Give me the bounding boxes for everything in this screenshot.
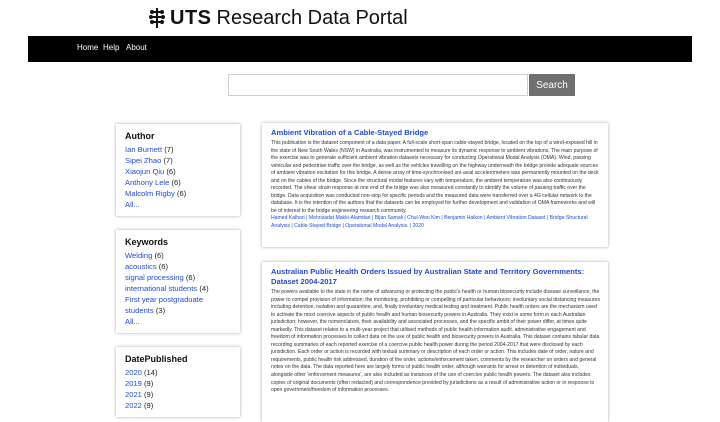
search-input[interactable] [228,74,528,96]
facet-item[interactable]: Xiaojun Qiu (6) [125,167,176,176]
facet-heading-author: Author [125,131,155,141]
facet-heading-date: DatePublished [125,354,188,364]
facet-author [116,124,240,216]
facet-item[interactable]: acoustics (6) [125,262,169,271]
result-description: The powers available to the state in the name of advancing or protecting the public's health or human biosecurity include disease surveillance; the power to compel provision of information; the monitoring, prohibiting or compelling of particular behaviours; involuntary social distancing measures including detention, isolation and quarantine; and, finally involuntary medical testing and treatment. Public health orders are the mechanism used to activate the most coercive aspects of public health and human biosecurity powers in Australia. They exist in some form in each Australian jurisdiction; however, the nomenclature, their availability and associated processes, and the specific ambit of their power differ, at times quite markedly. This dataset relates to a multi-year project that utilised methods of public health information audit, administrative engagement and freedom of information processes to collect data on the use of public health and biosecurity powers in Australia. This dataset contains tabular data recording summaries of each reported exercise of a coercive public health power during the period 2004-2017 that were disclosed by each jurisdiction. Each order or action is recorded with textual summary or description of each order or action. This includes date of order, nature and requirements, public health risk addressed, duration of the order, actions/enforcement taken, comments by the researcher on orders and general notes on the data. The data reported here are largely forms of public health order, although warrants for arrest or detention of individuals, alongside other 'enforcement measures', are also included as instances of the use of coercive public health powers. The dataset also includes copies of original documents (often redacted) and correspondence provided by jurisdictions as a result of administrative action or in response to open government/freedom of information processes. [271,289,600,394]
facet-item[interactable]: First year postgraduate students (3) [125,295,204,315]
facet-item[interactable]: 2021 (9) [125,390,154,399]
site-brand[interactable] [148,5,408,31]
result-description: This publication is the dataset component of a data paper. A full-scale short-span cable-stayed bridge, located on the top of a wind-exposed hill in the state of New South Wales (NSW) in Australia, was instrumented to measure its dynamic response to ambient vibrations. The main purpose of the exercise was to generate sufficient ambient vibration datasets necessary for conducting Operational Modal Analysis (OMA). Wind, passing vehicular and pedestrian traffic over the bridge, as well as the vehicles travelling on the highway underneath the bridge provide adequate sources of ambient vibration excitation for this bridge. A dense array of time-synchronised uni-axial accelerometers was permanently mounted on the deck and on the cables of the bridge. Since the structural modal features vary with temperature, the ambient temperature was also continuously recorded. The shear strain response at one end of the bridge was also measured constantly to identify the volume of passing traffic over the bridge. Data acquisition was conducted non-stop for specific periods and the measured data were transferred over a 4G cellular network to the database. It is the intention of the authors that the datasets can be employed for further development and validation of OMA frameworks and will be of interest to the bridge engineering research community. [271,140,599,214]
facet-item[interactable]: signal processing (6) [125,273,196,282]
nav-home[interactable]: Home [77,43,99,52]
facet-item[interactable]: Anthony Lele (6) [125,178,181,187]
result-title-link[interactable]: Ambient Vibration of a Cable-Stayed Bridge [271,128,429,137]
facet-item[interactable]: Malcolm Rigby (6) [125,189,187,198]
nav-help[interactable]: Help [103,43,120,52]
facet-all-link[interactable]: All... [125,317,140,326]
uts-crest-icon [148,8,166,28]
facet-date-published [116,347,240,417]
result-title-link[interactable]: Australian Public Health Orders Issued by Australian State and Territory Governments: Dataset 2004-2017 [271,267,585,286]
uts-logo-text: UTS [170,6,212,29]
facet-item[interactable]: Sipei Zhao (7) [125,156,173,165]
facet-heading-keywords: Keywords [125,237,169,247]
facet-item[interactable]: 2019 (9) [125,379,154,388]
portal-title: Research Data Portal [216,6,408,29]
facet-item[interactable]: 2022 (9) [125,401,154,410]
main-navbar [28,36,692,62]
result-metadata-links[interactable]: Hamed Kalhori | Mehrisadat Makki-Alamdari | Bijan Samali | Chul-Woo Kim | Benjamin Halkon | Ambient Vibration Dataset | Bridge Structural Analysis | Cable-Stayed Bridge | Operational Modal Analysis. | 2020 [271,215,588,230]
facet-item[interactable]: Ian Burnett (7) [125,145,174,154]
facet-item[interactable]: Welding (6) [125,251,164,260]
facet-item[interactable]: international students (4) [125,284,209,293]
facet-keywords [116,230,240,333]
facet-all-link[interactable]: All... [125,200,140,209]
nav-about[interactable]: About [126,43,147,52]
result-card [262,262,608,422]
result-card [262,123,608,247]
search-button[interactable]: Search [529,74,575,96]
facet-item[interactable]: 2020 (14) [125,368,158,377]
